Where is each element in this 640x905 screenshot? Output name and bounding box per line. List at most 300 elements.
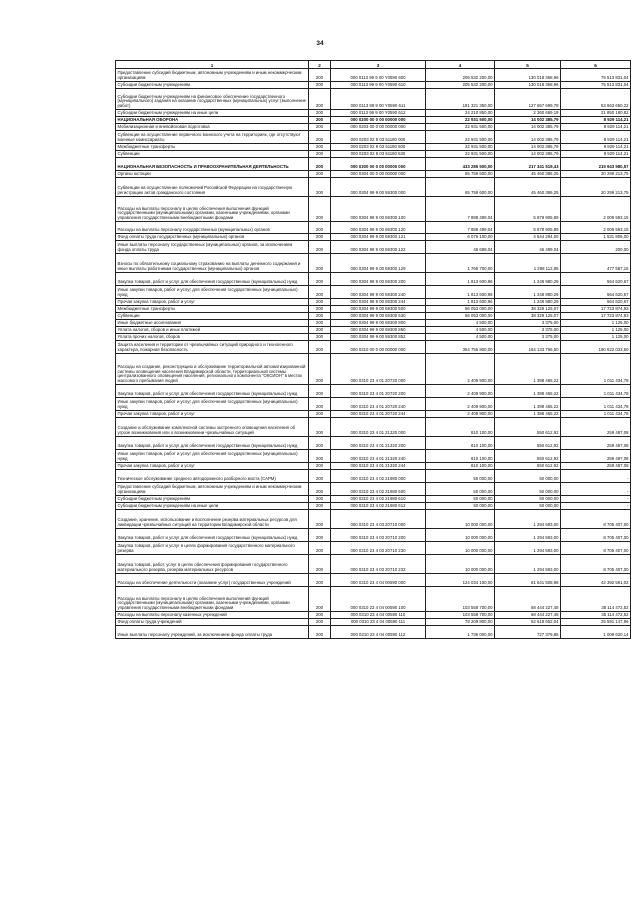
row-name-cell: Иные закупки товаров, работ и услуг для обеспечения государственных (муниципальных) нужд: [116, 398, 309, 411]
table-row: [116, 503, 631, 510]
table-row: [116, 131, 631, 144]
unexecuted-amount-cell: 35 114 472,52: [561, 587, 631, 612]
budget-classification-code-cell: 000 0310 23 4 03 20710 000: [331, 510, 426, 529]
table-row: [116, 151, 631, 158]
table-row: [116, 197, 631, 222]
executed-amount-cell: 1 398 465,22: [495, 385, 561, 398]
budget-classification-code-cell: 000 0310 23 4 04 00590 111: [331, 619, 426, 626]
approved-amount-cell: 50 000,00: [426, 503, 495, 510]
table-row: [116, 222, 631, 234]
row-name-cell: Субвенции: [116, 151, 309, 158]
budget-classification-code-cell: 000 0304 99 9 00 59300 100: [331, 197, 426, 222]
unexecuted-amount-cell: -: [561, 483, 631, 496]
row-code-cell: 200: [309, 178, 331, 197]
budget-classification-code-cell: 000 0304 99 9 00 59300 122: [331, 241, 426, 254]
budget-classification-code-cell: 000 0304 99 9 00 59300 244: [331, 299, 426, 306]
approved-amount-cell: 1 765 700,00: [426, 254, 495, 273]
budget-classification-code-cell: 000 0304 99 9 00 59300 240: [331, 286, 426, 299]
row-name-cell: Иные бюджетные ассигнования: [116, 320, 309, 327]
row-name-cell: Закупка товаров, работ и услуг для обеспечения государственных (муниципальных) нужд: [116, 385, 309, 398]
column-header: 4: [426, 61, 495, 69]
executed-amount-cell: 1 294 593,00: [495, 542, 561, 555]
approved-amount-cell: 1 813 600,96: [426, 299, 495, 306]
table-row: [116, 334, 631, 341]
row-name-cell: Фонд оплаты труда учреждений: [116, 619, 309, 626]
row-code-cell: 200: [309, 503, 331, 510]
row-name-cell: Прочая закупка товаров, работ и услуг: [116, 463, 309, 470]
executed-amount-cell: 68 444 227,48: [495, 587, 561, 612]
unexecuted-amount-cell: 2 009 593,15: [561, 197, 631, 222]
row-code-cell: 200: [309, 327, 331, 334]
executed-amount-cell: 164 133 766,50: [495, 341, 561, 354]
row-name-cell: Закупка товаров, работ и услуг для обеспечения государственных (муниципальных) нужд: [116, 273, 309, 286]
unexecuted-amount-cell: 1 125,00: [561, 334, 631, 341]
row-name-cell: Защита населения и территории от чрезвычайных ситуаций природного и техногенного характера, пожарная безопасность: [116, 341, 309, 354]
budget-classification-code-cell: 000 0310 23 4 01 21320 000: [331, 418, 426, 437]
row-code-cell: 200: [309, 151, 331, 158]
row-code-cell: 200: [309, 470, 331, 483]
budget-classification-code-cell: 000 0203 02 8 03 51180 530: [331, 151, 426, 158]
approved-amount-cell: 124 034 100,00: [426, 574, 495, 587]
budget-classification-code-cell: 000 0113 99 9 00 Y0590 611: [331, 89, 426, 110]
executed-amount-cell: 1 248 980,29: [495, 273, 561, 286]
budget-classification-code-cell: 000 0310 23 4 01 20720 000: [331, 354, 426, 385]
row-code-cell: 200: [309, 89, 331, 110]
unexecuted-amount-cell: 259 487,08: [561, 463, 631, 470]
approved-amount-cell: 50 000,00: [426, 496, 495, 503]
unexecuted-amount-cell: 259 487,08: [561, 437, 631, 450]
approved-amount-cell: 22 931 500,00: [426, 131, 495, 144]
column-header: 1: [116, 61, 309, 69]
executed-amount-cell: 1 288 112,85: [495, 254, 561, 273]
row-code-cell: 200: [309, 354, 331, 385]
row-name-cell: Субсидии бюджетным учреждениям на иные цели: [116, 503, 309, 510]
row-name-cell: Расходы на создание, реконструкцию и обслуживание территориальной автоматизированной системы оповещения населения Владимирской области, территориальной системы централизованного оповещения населения, регионального компонента "ОКСИОН" в местах массового пребывания людей: [116, 354, 309, 385]
approved-amount-cell: 46 699,04: [426, 241, 495, 254]
unexecuted-amount-cell: 20 299 213,75: [561, 178, 631, 197]
row-name-cell: Субвенции на осуществление полномочий Российской Федерации на государственную регистрацию актов гражданского состояния: [116, 178, 309, 197]
approved-amount-cell: 24 210 850,00: [426, 110, 495, 117]
unexecuted-amount-cell: 215 943 980,57: [561, 158, 631, 171]
budget-classification-code-cell: 000 0113 99 9 00 Y0590 600: [331, 69, 426, 82]
table-row: [116, 124, 631, 131]
row-code-cell: 200: [309, 542, 331, 555]
table-row: [116, 341, 631, 354]
budget-classification-code-cell: 000 0113 99 9 00 Y0590 610: [331, 82, 426, 89]
unexecuted-amount-cell: 35 114 472,52: [561, 612, 631, 619]
row-name-cell: Расходы на выплаты персоналу в целях обеспечения выполнения функций государственными (муниципальными) органами, казенными учреждениями, органами управления государственными внебюджетными фондами: [116, 197, 309, 222]
executed-amount-cell: 550 612,92: [495, 437, 561, 450]
table-row: [116, 510, 631, 529]
budget-classification-code-cell: 000 0304 99 9 00 59300 120: [331, 222, 426, 234]
row-name-cell: Иные закупки товаров, работ и услуг для обеспечения государственных (муниципальных) нужд: [116, 450, 309, 463]
budget-classification-code-cell: 000 0304 99 9 00 59300 852: [331, 334, 426, 341]
row-code-cell: 200: [309, 273, 331, 286]
budget-classification-code-cell: 000 0310 23 4 01 20720 240: [331, 398, 426, 411]
row-code-cell: 200: [309, 411, 331, 418]
table-row: [116, 158, 631, 171]
budget-classification-code-cell: 000 0310 23 4 01 21320 200: [331, 437, 426, 450]
row-code-cell: 200: [309, 234, 331, 241]
unexecuted-amount-cell: 1 531 806,00: [561, 234, 631, 241]
table-row: [116, 483, 631, 496]
table-row: [116, 385, 631, 398]
table-row: [116, 411, 631, 418]
row-code-cell: 200: [309, 82, 331, 89]
unexecuted-amount-cell: 1 125,00: [561, 320, 631, 327]
approved-amount-cell: 7 888 499,04: [426, 197, 495, 222]
budget-classification-code-cell: 000 0310 23 4 02 21980 610: [331, 496, 426, 503]
budget-classification-code-cell: 000 0113 99 9 00 Y0590 612: [331, 110, 426, 117]
budget-classification-code-cell: 000 0304 99 9 00 59300 121: [331, 234, 426, 241]
unexecuted-amount-cell: -: [561, 503, 631, 510]
row-name-cell: Фонд оплаты труда государственных (муниципальных) органов: [116, 234, 309, 241]
unexecuted-amount-cell: 1 008 620,14: [561, 626, 631, 639]
row-name-cell: Создание, хранение, использование и восполнение резерва материальных ресурсов для ликвидации чрезвычайных ситуаций на территории Владимирской области: [116, 510, 309, 529]
budget-classification-code-cell: 000 0310 23 4 03 20710 232: [331, 555, 426, 574]
row-code-cell: 200: [309, 69, 331, 82]
budget-classification-code-cell: 000 0203 02 8 03 51180 500: [331, 144, 426, 151]
approved-amount-cell: 22 931 500,00: [426, 124, 495, 131]
approved-amount-cell: 103 558 700,00: [426, 612, 495, 619]
table-row: [116, 306, 631, 313]
table-row: [116, 178, 631, 197]
executed-amount-cell: 38 329 125,07: [495, 313, 561, 320]
executed-amount-cell: 14 002 385,79: [495, 124, 561, 131]
table-row: [116, 117, 631, 124]
executed-amount-cell: 550 612,92: [495, 418, 561, 437]
budget-classification-code-cell: 000 0304 99 9 00 59300 500: [331, 306, 426, 313]
row-code-cell: 200: [309, 385, 331, 398]
budget-classification-code-cell: 000 0200 00 0 00 00000 000: [331, 117, 426, 124]
table-row: [116, 496, 631, 503]
approved-amount-cell: 181 321 350,00: [426, 89, 495, 110]
executed-amount-cell: 50 000,00: [495, 483, 561, 496]
approved-amount-cell: 103 558 700,00: [426, 587, 495, 612]
row-code-cell: 200: [309, 197, 331, 222]
column-header: 6: [561, 61, 631, 69]
unexecuted-amount-cell: 75 513 831,04: [561, 82, 631, 89]
row-name-cell: Мобилизационная и вневойсковая подготовка: [116, 124, 309, 131]
executed-amount-cell: 14 002 385,79: [495, 131, 561, 144]
executed-amount-cell: 1 248 980,29: [495, 286, 561, 299]
row-code-cell: 200: [309, 306, 331, 313]
row-code-cell: 200: [309, 110, 331, 117]
approved-amount-cell: 1 736 000,00: [426, 626, 495, 639]
row-code-cell: 200: [309, 587, 331, 612]
budget-classification-code-cell: 000 0310 23 4 02 21980 612: [331, 503, 426, 510]
row-code-cell: 200: [309, 496, 331, 503]
executed-amount-cell: 68 444 227,48: [495, 612, 561, 619]
executed-amount-cell: 1 294 593,00: [495, 510, 561, 529]
unexecuted-amount-cell: 200,00: [561, 241, 631, 254]
row-name-cell: Закупка товаров, работ и услуг для обеспечения государственных (муниципальных) нужд: [116, 529, 309, 542]
executed-amount-cell: 4 544 294,00: [495, 234, 561, 241]
approved-amount-cell: 10 000 000,00: [426, 555, 495, 574]
approved-amount-cell: 205 532 200,00: [426, 69, 495, 82]
budget-classification-code-cell: 000 0310 23 4 02 21980 600: [331, 483, 426, 496]
row-code-cell: 200: [309, 131, 331, 144]
unexecuted-amount-cell: -: [561, 470, 631, 483]
approved-amount-cell: 22 931 500,00: [426, 151, 495, 158]
approved-amount-cell: 78 209 800,00: [426, 619, 495, 626]
row-name-cell: Предоставление субсидий бюджетным, автономным учреждениям и иным некоммерческим организациям: [116, 69, 309, 82]
table-row: [116, 110, 631, 117]
table-row: [116, 171, 631, 178]
budget-classification-code-cell: 000 0304 99 9 00 59300 850: [331, 327, 426, 334]
approved-amount-cell: 7 888 499,04: [426, 222, 495, 234]
budget-classification-code-cell: 000 0310 23 4 04 00590 112: [331, 626, 426, 639]
unexecuted-amount-cell: -: [561, 496, 631, 503]
budget-classification-code-cell: 000 0203 02 8 03 51180 000: [331, 131, 426, 144]
executed-amount-cell: 217 341 519,43: [495, 158, 561, 171]
column-header: 2: [309, 61, 331, 69]
row-code-cell: 200: [309, 299, 331, 306]
budget-classification-code-cell: 000 0310 00 0 00 00000 000: [331, 341, 426, 354]
approved-amount-cell: 10 000 000,00: [426, 542, 495, 555]
table-row: [116, 354, 631, 385]
row-name-cell: Субсидии бюджетным учреждениям: [116, 496, 309, 503]
table-row: [116, 398, 631, 411]
budget-classification-code-cell: 000 0304 99 9 00 59300 800: [331, 320, 426, 327]
approved-amount-cell: 2 409 900,00: [426, 385, 495, 398]
approved-amount-cell: 1 813 600,96: [426, 286, 495, 299]
table-row: [116, 286, 631, 299]
column-header: 5: [495, 61, 561, 69]
table-row: [116, 69, 631, 82]
table-row: [116, 437, 631, 450]
budget-classification-code-cell: 000 0203 00 0 00 00000 000: [331, 124, 426, 131]
executed-amount-cell: 14 002 385,79: [495, 151, 561, 158]
approved-amount-cell: 4 500,00: [426, 320, 495, 327]
executed-amount-cell: 550 612,92: [495, 463, 561, 470]
table-row: [116, 89, 631, 110]
table-row: [116, 450, 631, 463]
row-name-cell: Уплата прочих налогов, сборов: [116, 334, 309, 341]
budget-classification-code-cell: 000 0300 00 0 00 00000 000: [331, 158, 426, 171]
row-code-cell: 200: [309, 334, 331, 341]
approved-amount-cell: 1 813 600,96: [426, 273, 495, 286]
row-code-cell: 200: [309, 124, 331, 131]
executed-amount-cell: 130 018 368,96: [495, 82, 561, 89]
row-name-cell: Органы юстиции: [116, 171, 309, 178]
approved-amount-cell: 810 100,00: [426, 437, 495, 450]
unexecuted-amount-cell: 1 125,00: [561, 327, 631, 334]
unexecuted-amount-cell: 477 587,15: [561, 254, 631, 273]
row-code-cell: 200: [309, 450, 331, 463]
unexecuted-amount-cell: 1 011 434,78: [561, 354, 631, 385]
approved-amount-cell: 2 409 900,00: [426, 398, 495, 411]
row-name-cell: Уплата налогов, сборов и иных платежей: [116, 327, 309, 334]
budget-classification-code-cell: 000 0310 23 4 04 00590 000: [331, 574, 426, 587]
row-code-cell: 200: [309, 437, 331, 450]
unexecuted-amount-cell: 8 705 407,00: [561, 529, 631, 542]
row-code-cell: 200: [309, 612, 331, 619]
row-code-cell: 200: [309, 626, 331, 639]
executed-amount-cell: 1 398 465,22: [495, 354, 561, 385]
unexecuted-amount-cell: 8 929 114,21: [561, 117, 631, 124]
executed-amount-cell: 1 294 593,00: [495, 529, 561, 542]
table-row: [116, 555, 631, 574]
executed-amount-cell: 1 248 980,29: [495, 299, 561, 306]
row-name-cell: Иные выплаты персоналу государственных (муниципальных) органов, за исключением фонда оплаты труда: [116, 241, 309, 254]
approved-amount-cell: 50 000,00: [426, 470, 495, 483]
approved-amount-cell: 10 000 000,00: [426, 529, 495, 542]
unexecuted-amount-cell: 75 513 831,04: [561, 69, 631, 82]
executed-amount-cell: 52 618 652,04: [495, 619, 561, 626]
row-name-cell: Субсидии бюджетным учреждениям: [116, 82, 309, 89]
unexecuted-amount-cell: 17 723 874,93: [561, 306, 631, 313]
unexecuted-amount-cell: 8 705 407,00: [561, 555, 631, 574]
row-code-cell: 200: [309, 398, 331, 411]
unexecuted-amount-cell: 8 705 407,00: [561, 510, 631, 529]
row-name-cell: Иные выплаты персоналу учреждений, за исключением фонда оплаты труда: [116, 626, 309, 639]
row-name-cell: Субвенции: [116, 313, 309, 320]
unexecuted-amount-cell: 17 723 874,93: [561, 313, 631, 320]
row-name-cell: Субвенции на осуществление первичного воинского учета на территориях, где отсутствуют военные комиссариаты: [116, 131, 309, 144]
table-row: [116, 254, 631, 273]
row-name-cell: Межбюджетные трансферты: [116, 306, 309, 313]
budget-classification-code-cell: 000 0304 99 9 00 59300 530: [331, 313, 426, 320]
executed-amount-cell: 1 294 593,00: [495, 555, 561, 574]
table-row: [116, 144, 631, 151]
unexecuted-amount-cell: 564 620,67: [561, 273, 631, 286]
unexecuted-amount-cell: 8 929 114,21: [561, 144, 631, 151]
executed-amount-cell: 14 002 385,79: [495, 117, 561, 124]
executed-amount-cell: 50 000,00: [495, 496, 561, 503]
row-code-cell: 200: [309, 222, 331, 234]
approved-amount-cell: 354 755 800,00: [426, 341, 495, 354]
approved-amount-cell: 810 100,00: [426, 463, 495, 470]
executed-amount-cell: 550 612,92: [495, 450, 561, 463]
row-name-cell: НАЦИОНАЛЬНАЯ ОБОРОНА: [116, 117, 309, 124]
row-code-cell: 200: [309, 529, 331, 542]
approved-amount-cell: 10 000 000,00: [426, 510, 495, 529]
executed-amount-cell: 45 460 386,25: [495, 178, 561, 197]
approved-amount-cell: 4 500,00: [426, 327, 495, 334]
budget-classification-code-cell: 000 0304 99 9 00 59300 000: [331, 178, 426, 197]
table-row: [116, 626, 631, 639]
table-row: [116, 320, 631, 327]
approved-amount-cell: 65 759 600,00: [426, 171, 495, 178]
budget-classification-code-cell: 000 0310 23 4 03 20710 230: [331, 542, 426, 555]
approved-amount-cell: 4 500,00: [426, 334, 495, 341]
executed-amount-cell: 5 878 905,89: [495, 197, 561, 222]
budget-classification-code-cell: 000 0304 00 0 00 00000 000: [331, 171, 426, 178]
row-name-cell: Расходы на выплаты персоналу государственных (муниципальных) органов: [116, 222, 309, 234]
row-code-cell: 200: [309, 254, 331, 273]
executed-amount-cell: 81 641 508,98: [495, 574, 561, 587]
row-code-cell: 200: [309, 286, 331, 299]
row-name-cell: Техническое обслуживание среднего автодорожного разборного моста (САРМ): [116, 470, 309, 483]
unexecuted-amount-cell: 1 011 434,78: [561, 411, 631, 418]
row-name-cell: Прочая закупка товаров, работ и услуг: [116, 299, 309, 306]
unexecuted-amount-cell: 42 392 591,02: [561, 574, 631, 587]
approved-amount-cell: 2 409 900,00: [426, 354, 495, 385]
approved-amount-cell: 50 000,00: [426, 483, 495, 496]
approved-amount-cell: 2 409 900,00: [426, 411, 495, 418]
table-row: [116, 327, 631, 334]
row-name-cell: НАЦИОНАЛЬНАЯ БЕЗОПАСНОСТЬ И ПРАВООХРАНИТЕЛЬНАЯ ДЕЯТЕЛЬНОСТЬ: [116, 158, 309, 171]
table-row: [116, 619, 631, 626]
approved-amount-cell: 22 931 500,00: [426, 144, 495, 151]
approved-amount-cell: 433 285 500,00: [426, 158, 495, 171]
unexecuted-amount-cell: 564 620,67: [561, 299, 631, 306]
row-code-cell: 200: [309, 619, 331, 626]
table-row: [116, 529, 631, 542]
unexecuted-amount-cell: 259 487,08: [561, 418, 631, 437]
table-row: [116, 418, 631, 437]
row-name-cell: Расходы на обеспечение деятельности (оказание услуг) государственных учреждений: [116, 574, 309, 587]
executed-amount-cell: 14 002 385,79: [495, 144, 561, 151]
budget-classification-code-cell: 000 0310 23 4 01 21320 240: [331, 450, 426, 463]
unexecuted-amount-cell: 53 663 650,22: [561, 89, 631, 110]
row-name-cell: Закупка товаров, работ, услуг в целях обеспечения формирования государственного материального резерва, резерва материальных ресурсов: [116, 555, 309, 574]
unexecuted-amount-cell: 2 009 593,15: [561, 222, 631, 234]
unexecuted-amount-cell: 25 591 147,96: [561, 619, 631, 626]
table-row: [116, 470, 631, 483]
executed-amount-cell: 2 360 669,18: [495, 110, 561, 117]
budget-classification-code-cell: 000 0310 23 4 01 21320 244: [331, 463, 426, 470]
budget-classification-code-cell: 000 0310 23 4 04 00590 110: [331, 612, 426, 619]
approved-amount-cell: 810 100,00: [426, 418, 495, 437]
executed-amount-cell: 38 329 125,07: [495, 306, 561, 313]
row-code-cell: 200: [309, 144, 331, 151]
row-name-cell: Закупка товаров, работ и услуг для обеспечения государственных (муниципальных) нужд: [116, 437, 309, 450]
table-row: [116, 463, 631, 470]
budget-classification-code-cell: 000 0310 23 4 01 20720 200: [331, 385, 426, 398]
unexecuted-amount-cell: 8 929 114,21: [561, 131, 631, 144]
executed-amount-cell: 127 657 699,78: [495, 89, 561, 110]
row-code-cell: 200: [309, 463, 331, 470]
row-code-cell: 200: [309, 418, 331, 437]
approved-amount-cell: 22 931 500,00: [426, 117, 495, 124]
table-row: [116, 234, 631, 241]
unexecuted-amount-cell: 259 487,08: [561, 450, 631, 463]
executed-amount-cell: 3 375,00: [495, 334, 561, 341]
budget-execution-table: [115, 60, 631, 639]
row-code-cell: 200: [309, 158, 331, 171]
row-name-cell: Субсидии бюджетным учреждениям на иные цели: [116, 110, 309, 117]
table-row: [116, 587, 631, 612]
table-row: [116, 299, 631, 306]
unexecuted-amount-cell: 21 850 180,82: [561, 110, 631, 117]
table-row: [116, 273, 631, 286]
approved-amount-cell: 810 100,00: [426, 450, 495, 463]
unexecuted-amount-cell: 8 929 114,21: [561, 151, 631, 158]
row-code-cell: 200: [309, 313, 331, 320]
row-name-cell: Расходы на выплаты персоналу казенных учреждений: [116, 612, 309, 619]
approved-amount-cell: 65 759 600,00: [426, 178, 495, 197]
row-name-cell: Расходы на выплаты персоналу в целях обеспечения выполнения функций государственными (муниципальными) органами, казенными учреждениями, органами управления государственными внебюджетными фондами: [116, 587, 309, 612]
unexecuted-amount-cell: 20 299 213,75: [561, 171, 631, 178]
approved-amount-cell: 205 532 200,00: [426, 82, 495, 89]
row-name-cell: Создание и обслуживание комплексной системы экстренного оповещения населения об угрозе возникновения или о возникновении чрезвычайных ситуаций: [116, 418, 309, 437]
unexecuted-amount-cell: 564 620,67: [561, 286, 631, 299]
unexecuted-amount-cell: 8 929 114,21: [561, 124, 631, 131]
row-name-cell: Предоставление субсидий бюджетным, автономным учреждениям и иным некоммерческим организациям: [116, 483, 309, 496]
approved-amount-cell: 6 076 100,00: [426, 234, 495, 241]
table-header-row: [116, 61, 631, 69]
executed-amount-cell: 1 398 465,22: [495, 411, 561, 418]
executed-amount-cell: 3 375,00: [495, 320, 561, 327]
row-code-cell: 200: [309, 341, 331, 354]
budget-classification-code-cell: 000 0310 23 4 03 20710 200: [331, 529, 426, 542]
table-row: [116, 542, 631, 555]
table-row: [116, 612, 631, 619]
budget-classification-code-cell: 000 0304 99 9 00 59300 200: [331, 273, 426, 286]
row-name-cell: Взносы по обязательному социальному страхованию на выплаты денежного содержания и иные выплаты работникам государственных (муниципальных) органов: [116, 254, 309, 273]
